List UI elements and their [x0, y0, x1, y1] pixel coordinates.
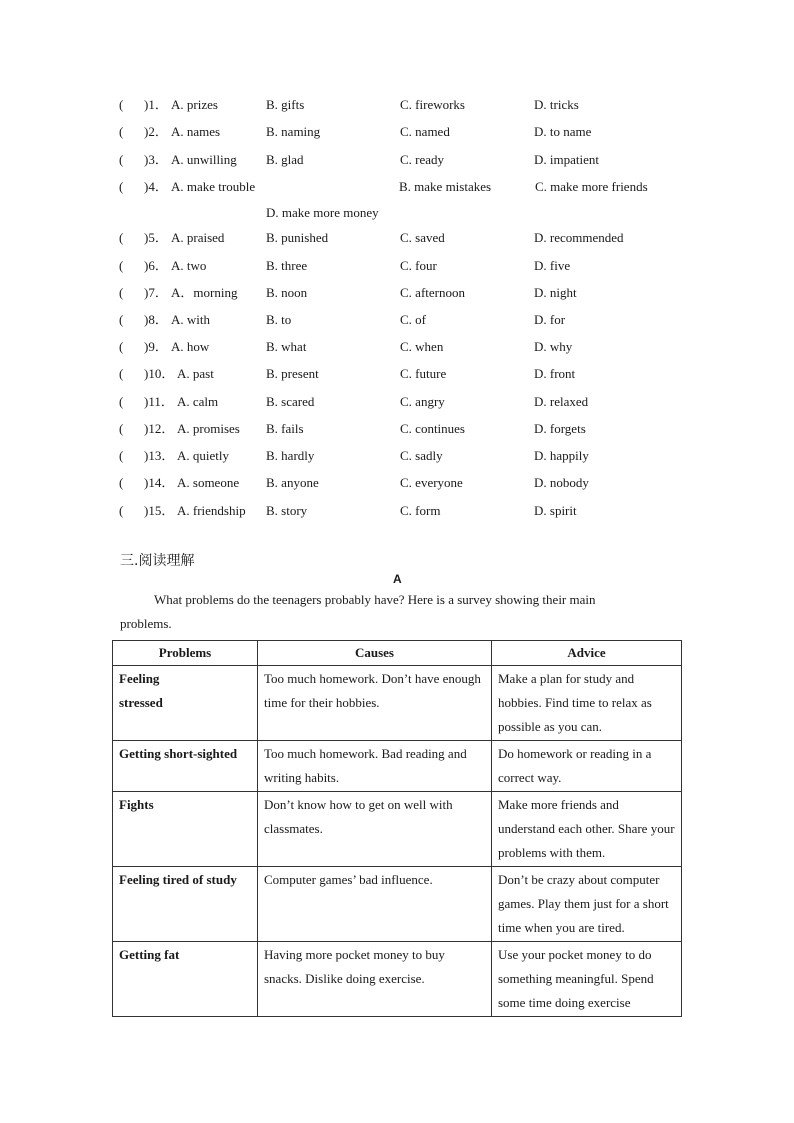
option-d: D. recommended	[534, 230, 624, 245]
table-row	[113, 942, 682, 1017]
option-d: D. five	[534, 258, 571, 273]
answer-paren[interactable]: (	[119, 394, 124, 409]
problem-text: Feeling stressed	[119, 671, 163, 710]
option-c: C. of	[400, 312, 426, 327]
question-number: )5．	[144, 230, 168, 245]
question-row-12	[0, 419, 794, 439]
answer-paren[interactable]: (	[119, 448, 124, 463]
table-row	[113, 792, 682, 867]
option-b: B. naming	[266, 124, 321, 139]
question-row-1	[0, 95, 794, 115]
question-row-8	[0, 310, 794, 330]
option-b: B. present	[266, 366, 319, 381]
advice-cell: Don’t be crazy about computer games. Play them just for a short time when you are tired.	[492, 867, 682, 942]
option-c: C. sadly	[400, 448, 443, 463]
option-c: C. form	[400, 503, 441, 518]
option-c: C. four	[400, 258, 437, 273]
answer-paren[interactable]: (	[119, 285, 124, 300]
question-row-10	[0, 364, 794, 384]
advice-cell: Make a plan for study and hobbies. Find time to relax as possible as you can.	[492, 666, 682, 741]
option-d: D. front	[534, 366, 576, 381]
question-number: )9．	[144, 339, 168, 354]
option-b: B. three	[266, 258, 308, 273]
answer-paren[interactable]: (	[119, 339, 124, 354]
option-b: B. scared	[266, 394, 315, 409]
option-a: A. praised	[171, 230, 225, 245]
option-c: C. angry	[400, 394, 445, 409]
option-a: A. quietly	[177, 448, 229, 463]
question-row-15	[0, 501, 794, 521]
option-d: D. spirit	[534, 503, 577, 518]
option-d: D. make more money	[266, 205, 379, 220]
header-problems: Problems	[113, 641, 258, 666]
section-title: 三.阅读理解	[120, 553, 195, 569]
option-b: B. noon	[266, 285, 308, 300]
question-number: )6．	[144, 258, 168, 273]
answer-paren[interactable]: (	[119, 503, 124, 518]
cause-cell: Computer games’ bad influence.	[258, 867, 492, 942]
option-c: C. make more friends	[535, 179, 648, 194]
question-number: )4．	[144, 179, 168, 194]
option-a: A. past	[177, 366, 214, 381]
passage-intro: What problems do the teenagers probably have? Here is a survey showing their main problems.	[120, 592, 596, 631]
option-c: C. when	[400, 339, 444, 354]
option-a: A. friendship	[177, 503, 246, 518]
answer-paren[interactable]: (	[119, 312, 124, 327]
option-b: B. anyone	[266, 475, 319, 490]
option-b: B. gifts	[266, 97, 305, 112]
problem-cell: Feeling tired of study	[113, 867, 258, 942]
option-a: A．morning	[171, 285, 238, 300]
table-row	[113, 741, 682, 792]
option-b: B. to	[266, 312, 292, 327]
option-b: B. glad	[266, 152, 304, 167]
option-b: B. punished	[266, 230, 329, 245]
question-number: )2．	[144, 124, 168, 139]
answer-paren[interactable]: (	[119, 97, 124, 112]
cause-cell: Too much homework. Bad reading and writing habits.	[258, 741, 492, 792]
option-b: B. story	[266, 503, 308, 518]
question-row-11	[0, 392, 794, 412]
question-number: )13．	[144, 448, 175, 463]
option-c: C. afternoon	[400, 285, 465, 300]
header-causes: Causes	[258, 641, 492, 666]
option-c: C. fireworks	[400, 97, 465, 112]
option-c: C. named	[400, 124, 450, 139]
question-number: )14．	[144, 475, 175, 490]
option-a: A. how	[171, 339, 210, 354]
table-header-row	[113, 641, 682, 666]
question-number: )15．	[144, 503, 175, 518]
question-number: )10．	[144, 366, 175, 381]
option-d: D. relaxed	[534, 394, 589, 409]
cause-cell: Too much homework. Don’t have enough time for their hobbies.	[258, 666, 492, 741]
question-number: )7．	[144, 285, 168, 300]
option-a: A. with	[171, 312, 210, 327]
option-d: D. happily	[534, 448, 589, 463]
answer-paren[interactable]: (	[119, 179, 124, 194]
question-row-6	[0, 256, 794, 276]
option-d: D. nobody	[534, 475, 589, 490]
question-row-9	[0, 337, 794, 357]
question-number: )12．	[144, 421, 175, 436]
question-number: )8．	[144, 312, 168, 327]
option-d: D. for	[534, 312, 566, 327]
option-c: C. continues	[400, 421, 465, 436]
option-a: A. someone	[177, 475, 240, 490]
option-a: A. two	[171, 258, 207, 273]
option-c: C. saved	[400, 230, 445, 245]
problem-cell: Fights	[113, 792, 258, 867]
header-advice: Advice	[492, 641, 682, 666]
problem-cell: Getting fat	[113, 942, 258, 1017]
question-row-4	[0, 177, 794, 197]
advice-cell: Do homework or reading in a correct way.	[492, 741, 682, 792]
question-row-7	[0, 283, 794, 303]
answer-paren[interactable]: (	[119, 421, 124, 436]
option-d: D. to name	[534, 124, 592, 139]
question-row-4-continued	[0, 203, 794, 223]
option-c: C. everyone	[400, 475, 463, 490]
question-number: )3．	[144, 152, 168, 167]
option-d: D. why	[534, 339, 573, 354]
option-c: C. future	[400, 366, 447, 381]
option-a: A. promises	[177, 421, 240, 436]
question-row-2	[0, 122, 794, 142]
option-a: A. names	[171, 124, 221, 139]
answer-paren[interactable]: (	[119, 124, 124, 139]
option-c: C. ready	[400, 152, 445, 167]
option-a: A. make trouble	[171, 179, 256, 194]
cause-cell: Having more pocket money to buy snacks. Dislike doing exercise.	[258, 942, 492, 1017]
question-row-5	[0, 228, 794, 248]
option-a: A. prizes	[171, 97, 218, 112]
passage-label: A	[393, 572, 402, 586]
advice-cell: Use your pocket money to do something meaningful. Spend some time doing exercise	[492, 942, 682, 1017]
survey-table	[112, 640, 682, 1017]
option-b: B. hardly	[266, 448, 315, 463]
option-d: D. impatient	[534, 152, 599, 167]
option-a: A. unwilling	[171, 152, 237, 167]
answer-paren[interactable]: (	[119, 475, 124, 490]
answer-paren[interactable]: (	[119, 230, 124, 245]
table-row	[113, 666, 682, 741]
problem-cell	[113, 666, 258, 741]
option-b: B. fails	[266, 421, 304, 436]
option-d: D. night	[534, 285, 577, 300]
problem-cell: Getting short-sighted	[113, 741, 258, 792]
table-row	[113, 867, 682, 942]
answer-paren[interactable]: (	[119, 366, 124, 381]
cause-cell: Don’t know how to get on well with classmates.	[258, 792, 492, 867]
question-number: )11．	[144, 394, 174, 409]
question-row-3	[0, 150, 794, 170]
option-b: B. make mistakes	[399, 179, 492, 194]
question-number: )1．	[144, 97, 168, 112]
option-d: D. forgets	[534, 421, 586, 436]
option-a: A. calm	[177, 394, 219, 409]
question-row-13	[0, 446, 794, 466]
answer-paren[interactable]: (	[119, 152, 124, 167]
answer-paren[interactable]: (	[119, 258, 124, 273]
question-row-14	[0, 473, 794, 493]
advice-cell: Make more friends and understand each other. Share your problems with them.	[492, 792, 682, 867]
option-b: B. what	[266, 339, 307, 354]
option-d: D. tricks	[534, 97, 579, 112]
